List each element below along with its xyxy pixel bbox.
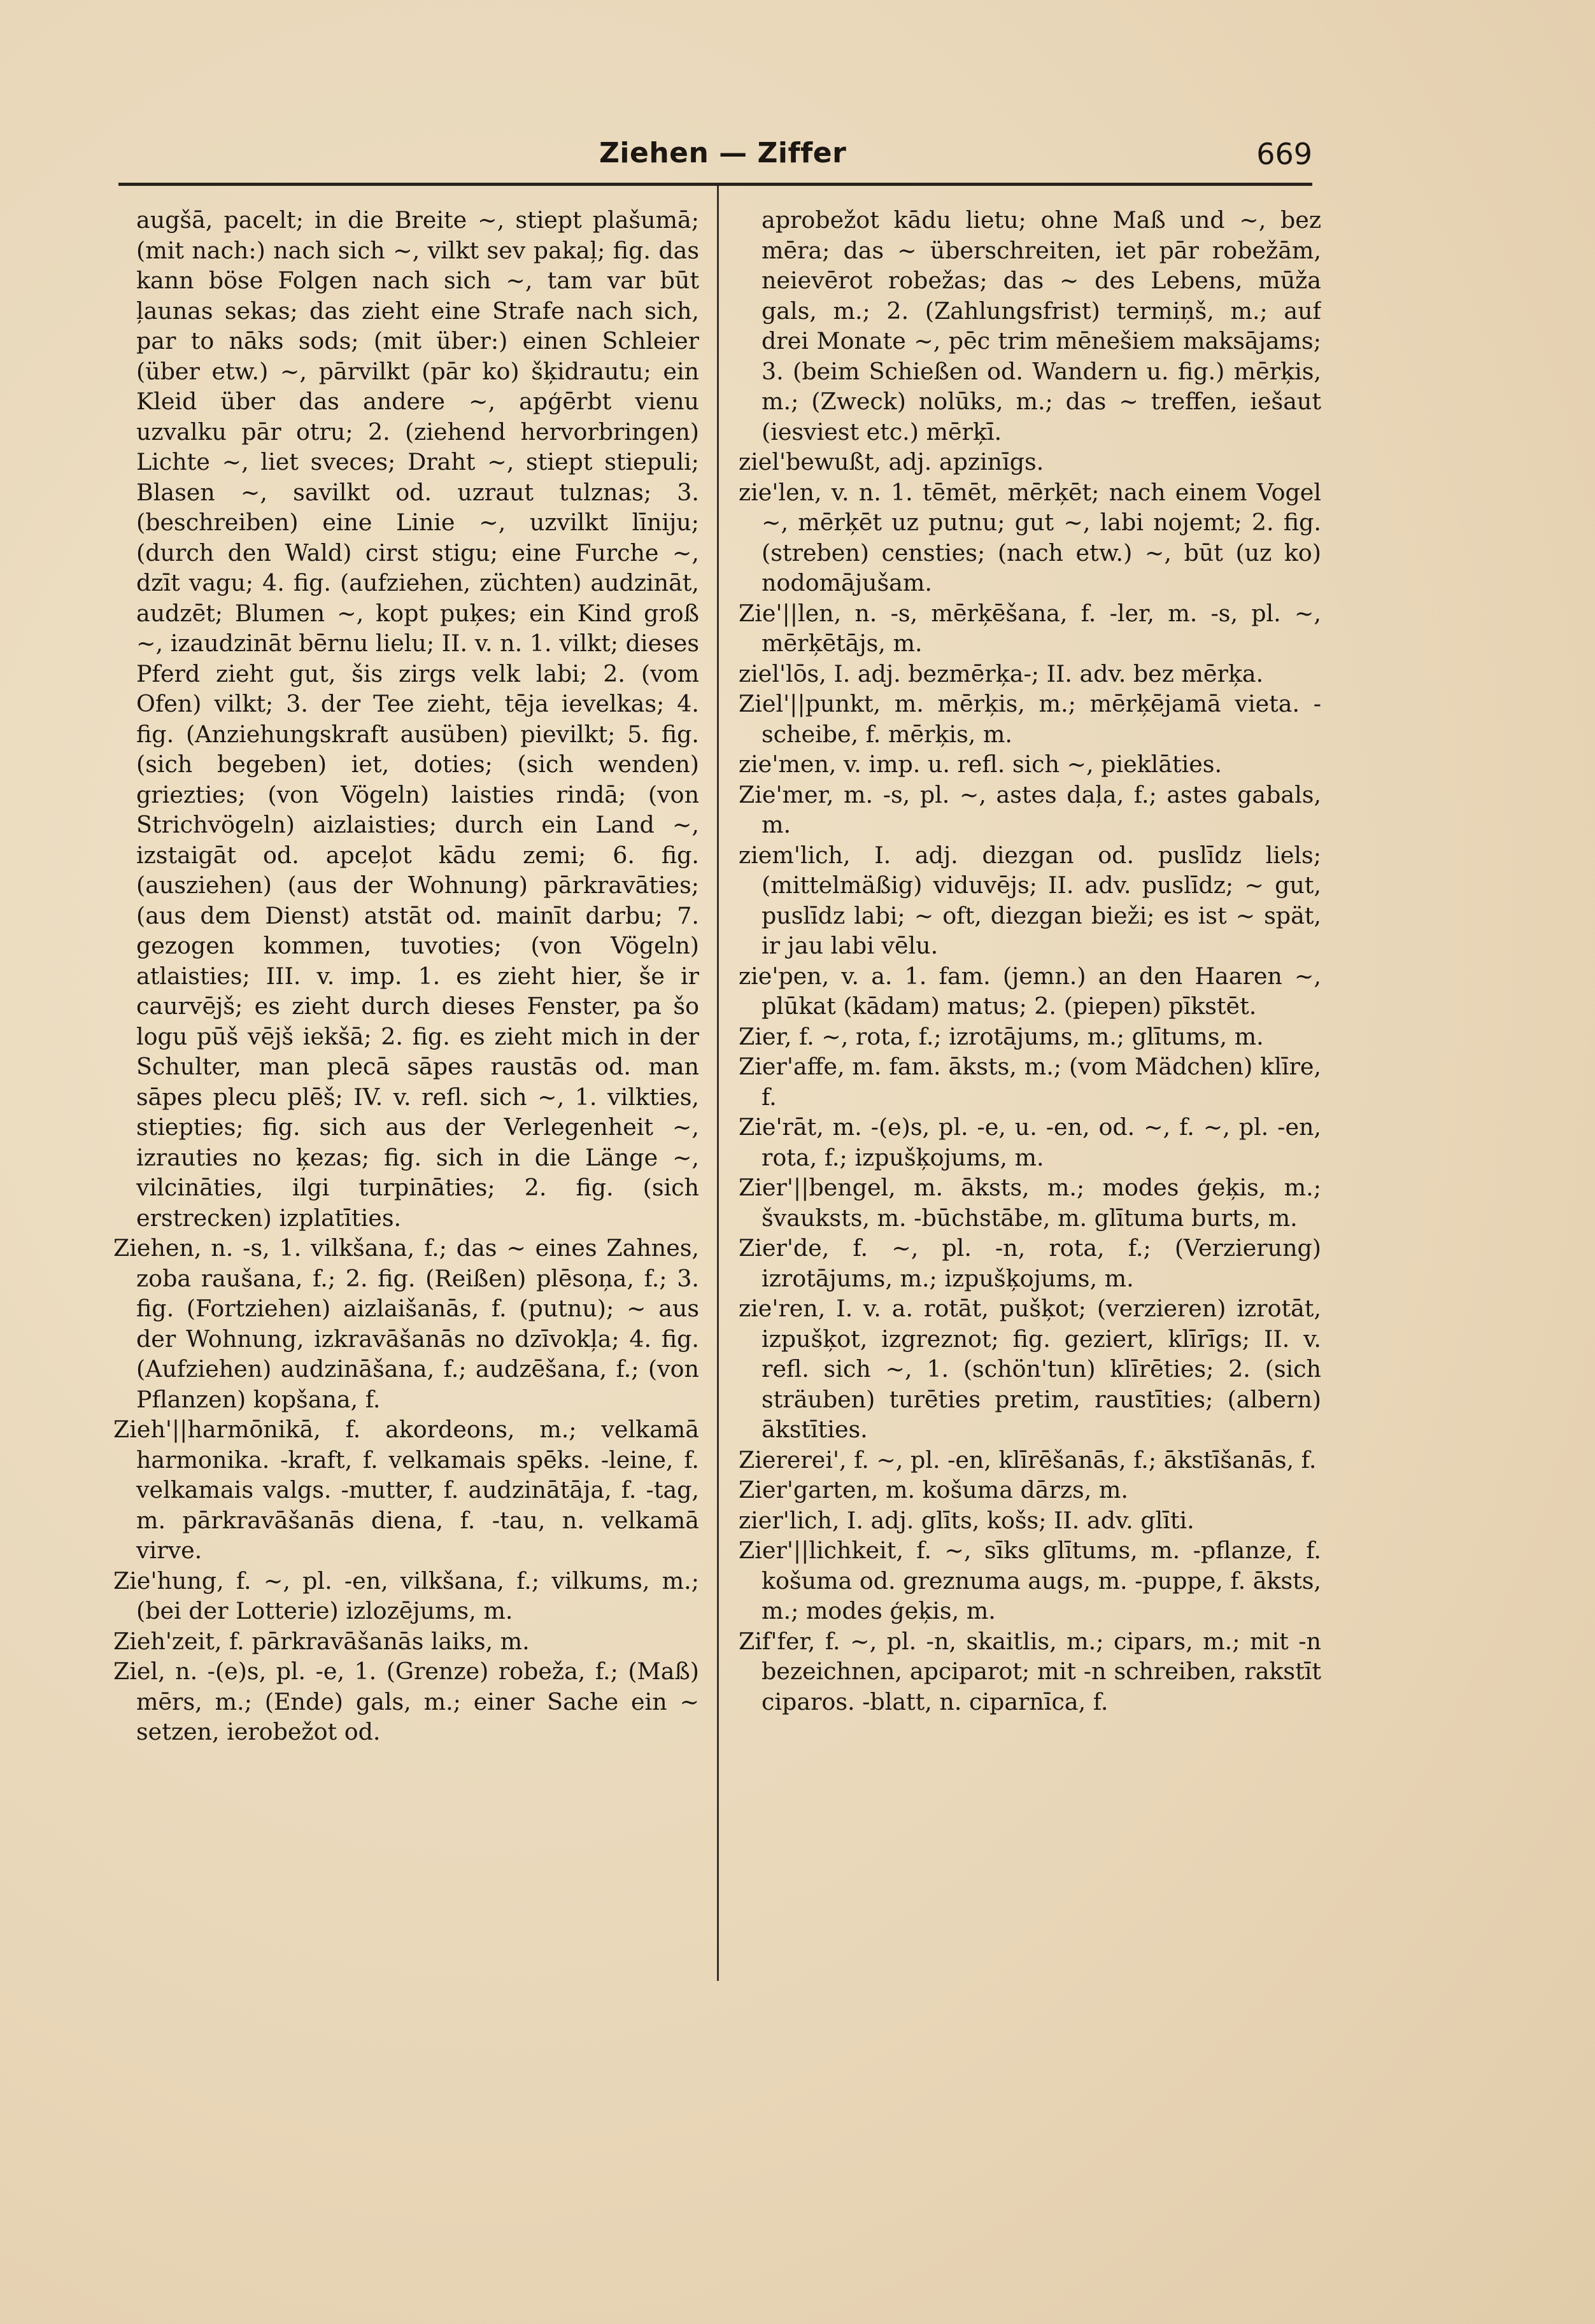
dictionary-entry: zie'ren, I. v. a. rotāt, pušķot; (verzieren) izrotāt, izpušķot, izgreznot; fig. geziert, klīrīgs; II. v. refl. sich ~, 1. (schön'tun) klīrēties; 2. (sich sträuben) turēties pretim, raustīties; (albern) ākstīties.	[739, 1295, 1321, 1443]
running-head: Ziehen — Ziffer	[599, 137, 847, 169]
dictionary-entry: Ziehen, n. -s, 1. vilkšana, f.; das ~ eines Zahnes, zoba raušana, f.; 2. fig. (Reißen) plēsoņa, f.; 3. fig. (Fortziehen) aizlaišanās, f. (putnu); ~ aus der Wohnung, izkravāšanās no dzīvokļa; 4. fig. (Aufziehen) audzināšana, f.; audzēšana, f.; (von Pflanzen) kopšana, f.	[113, 1234, 699, 1413]
dictionary-entry: Zieh'zeit, f. pārkravāšanās laiks, m.	[113, 1627, 530, 1655]
header-rule	[118, 183, 1312, 186]
dictionary-entry: Ziel, n. -(e)s, pl. -e, 1. (Grenze) robeža, f.; (Maß) mērs, m.; (Ende) gals, m.; einer Sache ein ~ setzen, ierobežot od.	[113, 1658, 699, 1745]
dictionary-entry: zie'len, v. n. 1. tēmēt, mērķēt; nach einem Vogel ~, mērķēt uz putnu; gut ~, labi nojemt; 2. fig. (streben) censties; (nach etw.) ~, būt (uz ko) nodomājušam.	[739, 478, 1321, 596]
dictionary-entry: Zie'hung, f. ~, pl. -en, vilkšana, f.; vilkums, m.; (bei der Lotterie) izlozējums, m.	[113, 1567, 699, 1624]
dictionary-entry: Zier'affe, m. fam. āksts, m.; (vom Mädchen) klīre, f.	[739, 1053, 1321, 1111]
dictionary-entry: aprobežot kādu lietu; ohne Maß und ~, bez mēra; das ~ überschreiten, iet pār robežām, neievērot robežas; das ~ des Lebens, mūža gals, m.; 2. (Zahlungsfrist) termiņš, m.; auf drei Monate ~, pēc trim mēnešiem maksājams; 3. (beim Schießen od. Wandern u. fig.) mērķis, m.; (Zweck) nolūks, m.; das ~ treffen, iešaut (iesviest etc.) mērķī.	[762, 206, 1321, 446]
dictionary-entry: ziem'lich, I. adj. diezgan od. puslīdz liels; (mittelmäßig) viduvējs; II. adv. puslīdz; ~ gut, puslīdz labi; ~ oft, diezgan bieži; es ist ~ spät, ir jau labi vēlu.	[739, 841, 1321, 959]
dictionary-entry: zie'pen, v. a. 1. fam. (jemn.) an den Haaren ~, plūkat (kādam) matus; 2. (piepen) pīkstēt.	[739, 962, 1321, 1020]
page-number: 669	[1256, 137, 1312, 171]
dictionary-entry: Zier'de, f. ~, pl. -n, rota, f.; (Verzierung) izrotājums, m.; izpušķojums, m.	[739, 1234, 1321, 1292]
column-divider	[717, 186, 719, 1981]
dictionary-entry: zier'lich, I. adj. glīts, košs; II. adv. glīti.	[739, 1506, 1194, 1534]
dictionary-entry: ziel'bewußt, adj. apzinīgs.	[739, 448, 1044, 475]
dictionary-entry: Zie'||len, n. -s, mērķēšana, f. -ler, m. -s, pl. ~, mērķētājs, m.	[739, 599, 1321, 657]
dictionary-entry: Zieh'||harmōnikā, f. akordeons, m.; velkamā harmonika. -kraft, f. velkamais spēks. -leine, f. velkamais valgs. -mutter, f. audzinātāja, f. -tag, m. pārkravāšanās diena, f. -tau, n. velkamā virve.	[113, 1416, 699, 1564]
dictionary-entry: Zier'garten, m. košuma dārzs, m.	[739, 1476, 1128, 1504]
dictionary-entry: Zif'fer, f. ~, pl. -n, skaitlis, m.; cipars, m.; mit -n bezeichnen, apciparot; mit -n schreiben, rakstīt ciparos. -blatt, n. ciparnīca, f.	[739, 1627, 1321, 1715]
left-column	[113, 205, 699, 2000]
dictionary-entry: ziel'lōs, I. adj. bezmērķa-; II. adv. bez mērķa.	[739, 659, 1264, 687]
dictionary-entry: augšā, pacelt; in die Breite ~, stiept plašumā; (mit nach:) nach sich ~, vilkt sev pakaļ; fig. das kann böse Folgen nach sich ~, tam var būt ļaunas sekas; das zieht eine Strafe nach sich, par to nāks sods; (mit über:) einen Schleier (über etw.) ~, pārvilkt (pār ko) šķidrautu; ein Kleid über das andere ~, apģērbt vienu uzvalku pār otru; 2. (ziehend hervorbringen) Lichte ~, liet sveces; Draht ~, stiept stiepuli; Blasen ~, savilkt od. uzraut tulznas; 3. (beschreiben) eine Linie ~, uzvilkt līniju; (durch den Wald) cirst stigu; eine Furche ~, dzīt vagu; 4. fig. (aufziehen, züchten) audzināt, audzēt; Blumen ~, kopt puķes; ein Kind groß ~, izaudzināt bērnu lielu; II. v. n. 1. vilkt; dieses Pferd zieht gut, šis zirgs velk labi; 2. (vom Ofen) vilkt; 3. der Tee zieht, tēja ievelkas; 4. fig. (Anziehungskraft ausüben) pievilkt; 5. fig. (sich begeben) iet, doties; (sich wenden) griezties; (von Vögeln) laisties rindā; (von Strichvögeln) aizlaisties; durch ein Land ~, izstaigāt od. apceļot kādu zemi; 6. fig. (ausziehen) (aus der Wohnung) pārkravāties; (aus dem Dienst) atstāt od. mainīt darbu; 7. gezogen kommen, tuvoties; (von Vögeln) atlaisties; III. v. imp. 1. es zieht hier, še ir caurvējš; es zieht durch dieses Fenster, pa šo logu pūš vējš iekšā; 2. fig. es zieht mich in der Schulter, man plecā sāpes raustās od. man sāpes plecu plēš; IV. v. refl. sich ~, 1. vilkties, stiepties; fig. sich aus der Verlegenheit ~, izrauties no ķezas; fig. sich in die Länge ~, vilcināties, ilgi turpināties; 2. fig. (sich erstrecken) izplatīties.	[136, 206, 699, 1232]
dictionary-entry: Zie'mer, m. -s, pl. ~, astes daļa, f.; astes gabals, m.	[739, 780, 1321, 838]
dictionary-entry: Zier, f. ~, rota, f.; izrotājums, m.; glītums, m.	[739, 1022, 1264, 1050]
dictionary-entry: Zie'rāt, m. -(e)s, pl. -e, u. -en, od. ~, f. ~, pl. -en, rota, f.; izpušķojums, m.	[739, 1113, 1321, 1171]
page-header	[118, 137, 1312, 181]
right-column	[739, 205, 1321, 2000]
dictionary-entry: zie'men, v. imp. u. refl. sich ~, pieklāties.	[739, 750, 1223, 778]
dictionary-entry: Ziel'||punkt, m. mērķis, m.; mērķējamā vieta. -scheibe, f. mērķis, m.	[739, 690, 1321, 748]
dictionary-entry: Zier'||lichkeit, f. ~, sīks glītums, m. -pflanze, f. košuma od. greznuma augs, m. -puppe, f. āksts, m.; modes ģeķis, m.	[739, 1537, 1321, 1624]
dictionary-entry: Zier'||bengel, m. āksts, m.; modes ģeķis, m.; švauksts, m. -būchstābe, m. glītuma burts, m.	[739, 1174, 1321, 1232]
dictionary-entry: Ziererei', f. ~, pl. -en, klīrēšanās, f.; ākstīšanās, f.	[739, 1446, 1317, 1474]
